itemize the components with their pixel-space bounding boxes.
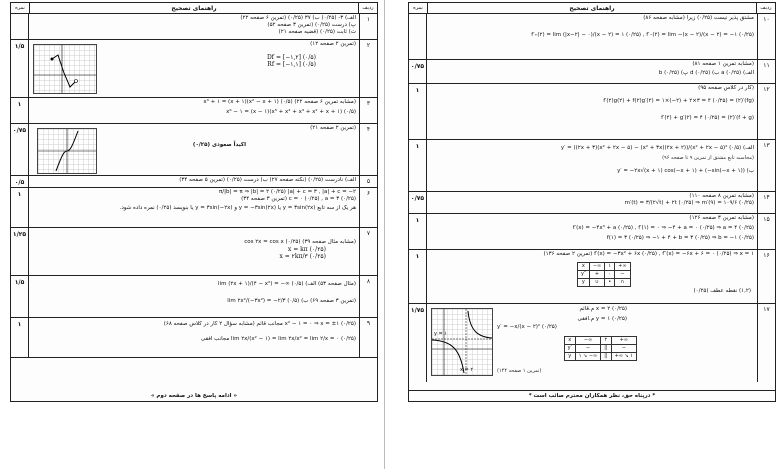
graph-curve xyxy=(34,45,96,93)
answer-row-15: ۱ (مشابه تمرین ۳ صفحه ۱۲۶) f′(x) = −۴x³ + a (۰/۲۵) , f′(۱) = ۰ ⇒ −۴ + a = ۰ (۰/۲۵) ⇒ a = ۴ (۰/۲۵) f(۱) = ۳ (۰/۲۵) ⇒ −۱ + ۴ + b = ۳ (۰/۲۵) ⇒ b = −۱ (۰/۲۵) ۱۵ xyxy=(409,214,775,250)
answer-row-6: ۱ π/|b| = π ⇒ |b| = ۲ (۰/۲۵) |a| + c = ۳ , |a| + c = −۲ c = ۰ (۰/۲۵) , a = ۳ (۰/۲۵) (تمرین ۳ صفحه ۳۴) هر یک از سه تابع y = ۳sin(۲x) یا y = −۳sin(۲x) و y = ۳sin(−۲x) یا بنویسد (۰/۲۵) نمره داده شود. ۶ xyxy=(11,188,377,228)
page-title: راهنمای تصحیح xyxy=(569,4,615,12)
row-number-header: ردیف xyxy=(756,3,775,13)
answer-row-7: ۱/۲۵ (مشابه مثال صفحه ۳۹) cos ۲x = cos x (۰/۲۵) x = kπ (۰/۲۵) x = ۲kπ/۳ (۰/۲۵) ۷ xyxy=(11,228,377,276)
answer-row-17: ۱/۷۵ x = ۲ (۰/۲۵) م.قائم y = ۱ (۰/۲۵) م.افقی y′ = −x/(x − ۲)² (۰/۲۵) x −∞ ۲ +∞ y′ − || − y ۱ ↘ −∞ || +∞ ↘ ۱ (تمرین ۱ صفحه ۱۴۴) y = ۱ x = ۲ ۱۷ xyxy=(409,304,775,382)
answer-row-13: ۱ الف) y′ = ((۲x + ۳)(x² + ۲x − ۵) − (x² + ۳x)(۲x + ۲))/(x² + ۲x − ۵)² (۰/۵) (محاسبه تابع مشتق از تمرین ۹ تا صفحه ۹۶) ب) y′ = −۲x√(x + ۱) cos(−x + ۱) + (−sin(−x + ۱)) ۱۳ xyxy=(409,140,775,192)
row-number-header: ردیف xyxy=(358,3,377,13)
closing-note: * درپناه حق، نظر همکاران محترم صائب است * xyxy=(409,390,775,401)
page-header xyxy=(11,3,377,14)
vertical-asymptote-label: x = ۲ xyxy=(460,367,474,373)
answer-row-2: ۱/۵ (تمرین ۲ صفحه ۱۲) Df = [−۱,۲] (۰/۵) Rf = [−۱,۱] (۰/۵) ۲ xyxy=(11,40,377,98)
answer-row-10: مشتق پذیر نیست (۰/۲۵) زیرا (مشابه صفحه ۸۶) f′₊(۲) = lim (|x−۲| − ۰)/(x − ۲) = ۱ (۰/۲۵) , f′₋(۲) = lim −(x − ۲)/(x − ۲) = −۱ (۰/۲۵) ۱۰ xyxy=(409,14,775,60)
answer-page-2 xyxy=(408,2,776,402)
score-column-header: نمره xyxy=(409,3,428,13)
derivative-sign-table: x −∞ ۲ +∞ y′ − || − y ۱ ↘ −∞ || +∞ ↘ ۱ xyxy=(564,336,637,361)
rational-function-graph xyxy=(431,308,493,376)
answer-row-1: الف) ۳- (۰/۲۵) ب) ۳۷ (۰/۲۵) (تمرین ۶ صفحه ۲۲) پ) درست (۰/۲۵) (تمرین ۳ صفحه ۵۲) ت) ثابت (۰/۲۵) (قضیه صفحه ۲۱) ۱ xyxy=(11,14,377,40)
page-fold xyxy=(384,0,385,469)
answer-row-11: ۰/۷۵ (مشابه تمرین ۱ صفحه ۸۱) الف) a (۰/۲۵) ب) d (۰/۲۵) پ) b (۰/۲۵) ۱۱ xyxy=(409,60,775,84)
answer-row-14: ۰/۷۵ (مشابه تمرین ۸ صفحه ۱۱۰) m′(t) = ۳/(۲√t) + ۲t (۰/۲۵) ⇒ m′(۹) = ۱۰۹/۶ (۰/۲۵) ۱۴ xyxy=(409,192,775,214)
score-column-header: نمره xyxy=(11,3,30,13)
increasing-function-graph xyxy=(37,128,97,174)
answer-row-12: ۱ (کار در کلاس صفحه ۹۵) (fg)′(۲) = f′(۲)g(۲) + f(۲)g′(۲) = ۱×(−۲) + ۲×۳ = ۴ (۰/۲۵) (f + g)′(۲) = f′(۲) + g′(۲) = ۴ (۰/۲۵) ۱۲ xyxy=(409,84,775,140)
page-title: راهنمای تصحیح xyxy=(171,4,217,12)
answer-row-4: ۰/۷۵ (تمرین ۲ صفحه ۲۱) اکیداً صعودی (۰/۲۵) ۴ xyxy=(11,124,377,176)
answer-row-9: ۱ x² − ۱ = ۰ ⇒ x = ±۱ (۰/۲۵) مجانب قائم (مشابه سؤال ۲ کار در کلاس صفحه ۶۸) lim ۲x/(x² − ۱) = lim ۲x/x² = lim ۲/x = ۰ (۰/۲۵) مجانب افقی ۹ xyxy=(11,318,377,358)
answer-row-3: ۱ (مشابه تمرین ۶ صفحه ۲۲) x³ + ۱ = (x + ۱)(x² − x + ۱) (۰/۵) x⁶ − ۱ = (x − ۱)(x⁵ + x⁴ + x³ + x² + x + ۱) (۰/۵) ۳ xyxy=(11,98,377,124)
continue-note: « ادامه پاسخ ها در صفحه دوم » xyxy=(150,393,238,399)
function-graph-domain-range xyxy=(33,44,97,94)
concavity-sign-table: x −∞ ۱ +∞ y″ + ۰ − y ∪ • ∩ xyxy=(577,262,631,287)
horizontal-asymptote-label: y = ۱ xyxy=(434,331,448,337)
answer-page-1 xyxy=(10,2,378,402)
answer-row-5: ۰/۵ الف) نادرست (۰/۲۵) (نکته صفحه ۲۷) ب) درست (۰/۲۵) (تمرین ۵ صفحه ۳۴) ۵ xyxy=(11,176,377,188)
answer-row-16: ۱ f′(x) = −۳x² + ۶x (۰/۲۵) , f″(x) = −۶x + ۶ = ۰ (۰/۲۵) ⇒ x = ۱ (تمرین ۲ صفحه ۱۳۶) x −∞ ۱ +∞ y″ + ۰ − y ∪ • ∩ (۱,۲) نقطه عطف (۰/۲۵) ۱۶ xyxy=(409,250,775,304)
answer-row-8: ۱/۵ (مثال صفحه ۵۳) الف) lim (۲x + ۱)/(۴ − x²) = −∞ (۰/۵) (تمرین ۳ صفحه ۶۹) ب) lim ۲x²/(−۳x²) = −۲/۳ (۰/۵) ۸ xyxy=(11,276,377,318)
page-header xyxy=(409,3,775,14)
